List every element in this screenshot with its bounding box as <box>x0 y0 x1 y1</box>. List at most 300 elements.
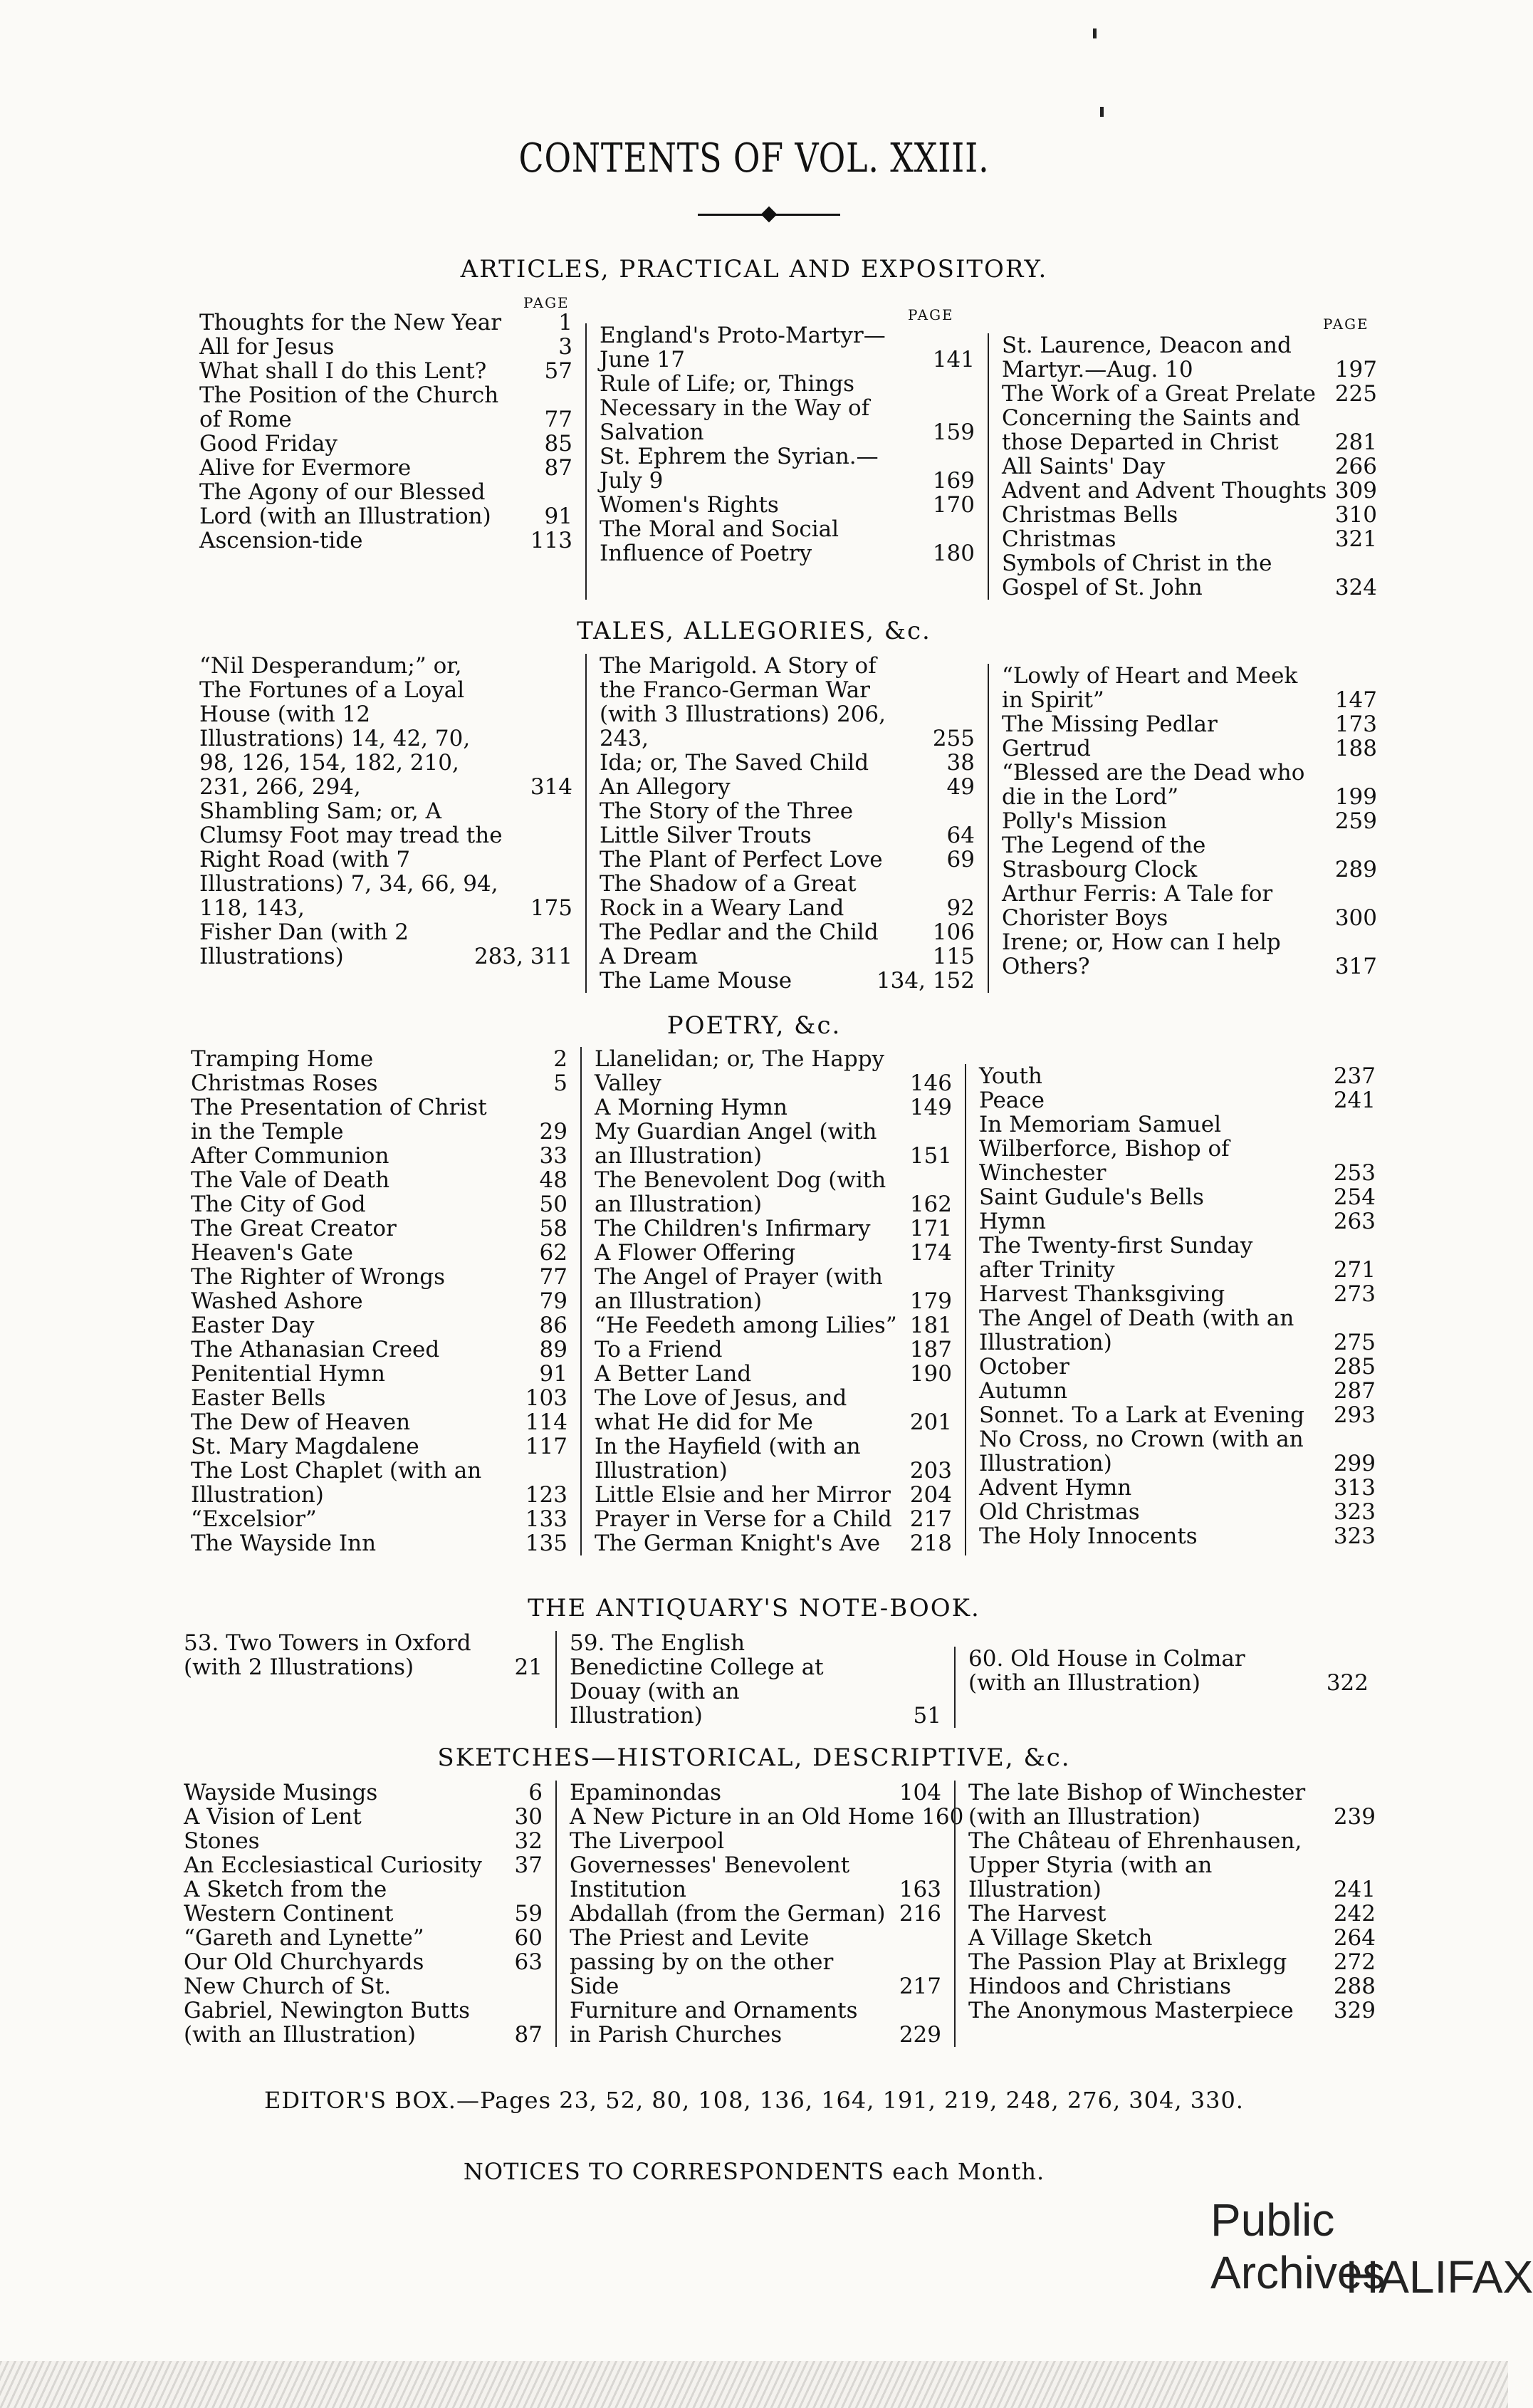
toc-entry-title: Penitential Hymn <box>191 1361 385 1387</box>
toc-entry-title: In Memoriam Samuel Wilberforce, Bishop of Winchester <box>979 1112 1230 1186</box>
page-column-header: PAGE <box>908 306 954 323</box>
toc-entry <box>191 1531 567 1555</box>
toc-entry <box>199 359 572 383</box>
toc-entry-title: The Missing Pedlar <box>1002 712 1218 737</box>
toc-entry-page: 115 <box>932 944 975 969</box>
toc-entry-title: The Plant of Perfect Love <box>600 847 883 872</box>
toc-entry-title: October <box>979 1354 1069 1380</box>
toc-entry-title: A Better Land <box>595 1361 752 1387</box>
toc-entry-title: The Harvest <box>968 1901 1106 1927</box>
toc-entry-page: 33 <box>539 1143 567 1169</box>
scan-edge <box>0 2361 1508 2408</box>
toc-entry-page: 174 <box>909 1240 952 1266</box>
toc-entry <box>600 799 975 848</box>
articles-columns <box>187 311 1390 600</box>
toc-entry <box>595 1362 952 1386</box>
toc-entry-page: 255 <box>932 726 975 751</box>
toc-entry <box>968 1974 1376 1998</box>
toc-entry-title: Hindoos and Christians <box>968 1974 1232 1999</box>
toc-entry-title: A Morning Hymn <box>595 1095 788 1120</box>
toc-entry-page: 263 <box>1333 1209 1376 1234</box>
toc-entry-title: “Gareth and Lynette” <box>184 1925 424 1951</box>
toc-entry-page: 229 <box>899 2022 941 2048</box>
toc-entry <box>191 1168 567 1192</box>
toc-entry-title: A Vision of Lent <box>184 1804 362 1830</box>
toc-entry-page: 242 <box>1333 1901 1376 1927</box>
toc-entry-title: An Allegory <box>600 774 731 800</box>
toc-entry-title: Gertrud <box>1002 736 1092 761</box>
sketches-col-1 <box>171 1781 555 2047</box>
toc-entry <box>184 1853 543 1877</box>
tales-col-2 <box>585 654 988 993</box>
toc-entry-title: Little Elsie and her Mirror <box>595 1482 891 1508</box>
poetry-columns <box>178 1047 1388 1555</box>
toc-entry-page: 69 <box>946 847 975 872</box>
toc-entry-page: 259 <box>1334 808 1377 834</box>
toc-entry-title: In the Hayfield (with an Illustration) <box>595 1434 861 1484</box>
toc-entry <box>1002 833 1377 882</box>
toc-entry-title: Llanelidan; or, The Happy Valley <box>595 1046 885 1096</box>
toc-entry-page: 321 <box>1334 526 1377 552</box>
toc-entry <box>1002 930 1377 979</box>
toc-entry-page: 141 <box>932 347 975 372</box>
toc-entry-title: “Lowly of Heart and Meek in Spirit” <box>1002 663 1298 713</box>
toc-entry <box>979 1355 1376 1379</box>
toc-entry-page: 314 <box>530 774 572 800</box>
editors-box: EDITOR'S BOX.—Pages 23, 52, 80, 108, 136, 164, 191, 219, 248, 276, 304, 330. <box>264 2087 1244 2114</box>
toc-entry <box>979 1500 1376 1524</box>
toc-entry <box>1002 551 1377 600</box>
toc-entry <box>184 1805 543 1829</box>
toc-entry-title: A New Picture in an Old Home <box>570 1804 915 1830</box>
toc-entry-page: 181 <box>909 1313 952 1338</box>
toc-entry <box>600 751 975 775</box>
toc-entry <box>191 1362 567 1386</box>
toc-entry-page: 1 <box>558 310 572 335</box>
toc-entry-page: 175 <box>530 895 572 921</box>
toc-entry-title: Furniture and Ornaments in Parish Churches <box>570 1998 858 2048</box>
toc-entry <box>199 654 572 799</box>
toc-entry-title: The Legend of the Strasbourg Clock <box>1002 833 1206 882</box>
toc-entry-title: 59. The English Benedictine College at Douay (with an Illustration) <box>570 1630 824 1729</box>
toc-entry-page: 60 <box>514 1925 543 1951</box>
toc-entry-title: Prayer in Verse for a Child <box>595 1506 892 1532</box>
toc-entry-page: 197 <box>1334 357 1377 382</box>
toc-entry <box>600 517 975 565</box>
toc-entry <box>968 1781 1376 1829</box>
toc-entry <box>1002 664 1377 712</box>
toc-entry-title: The Moral and Social Influence of Poetry <box>600 516 839 566</box>
toc-entry-page: 300 <box>1334 905 1377 931</box>
toc-entry-page: 241 <box>1333 1877 1376 1902</box>
toc-entry <box>1002 503 1377 527</box>
toc-entry <box>199 920 572 969</box>
toc-entry-page: 30 <box>514 1804 543 1830</box>
toc-entry-page: 113 <box>530 528 572 553</box>
toc-entry-page: 64 <box>946 823 975 848</box>
toc-entry-page: 77 <box>544 407 572 432</box>
toc-entry-title: Sonnet. To a Lark at Evening <box>979 1402 1304 1428</box>
toc-entry-title: The Priest and Levite passing by on the other Side <box>570 1925 834 1999</box>
toc-entry <box>595 1216 952 1241</box>
toc-entry-page: 103 <box>525 1385 567 1411</box>
toc-entry-page: 21 <box>514 1654 543 1680</box>
toc-entry-page: 204 <box>909 1482 952 1508</box>
toc-entry <box>184 1631 543 1679</box>
toc-entry-title: The Agony of our Blessed Lord (with an Illustration) <box>199 479 491 529</box>
toc-entry <box>1002 809 1377 833</box>
toc-entry-page: 86 <box>539 1313 567 1338</box>
toc-entry-title: The Lost Chaplet (with an Illustration) <box>191 1458 482 1508</box>
toc-entry <box>191 1144 567 1168</box>
toc-entry <box>191 1410 567 1434</box>
toc-entry-page: 50 <box>539 1192 567 1217</box>
tales-heading: TALES, ALLEGORIES, &c. <box>577 617 931 645</box>
toc-entry-title: Thoughts for the New Year <box>199 310 502 335</box>
articles-heading: ARTICLES, PRACTICAL AND EXPOSITORY. <box>460 255 1048 283</box>
toc-entry <box>184 1926 543 1950</box>
toc-entry-page: 3 <box>558 334 572 360</box>
toc-entry-page: 275 <box>1333 1330 1376 1355</box>
toc-entry-title: The late Bishop of Winchester (with an Illustration) <box>968 1780 1306 1830</box>
toc-entry-title: The Passion Play at Brixlegg <box>968 1949 1287 1975</box>
toc-entry <box>595 1434 952 1483</box>
articles-col-3 <box>988 333 1390 600</box>
toc-entry <box>595 1386 952 1434</box>
toc-entry-page: 273 <box>1333 1281 1376 1307</box>
toc-entry-title: A Flower Offering <box>595 1240 796 1266</box>
toc-entry <box>600 493 975 517</box>
toc-entry-title: 53. Two Towers in Oxford (with 2 Illustrations) <box>184 1630 471 1680</box>
toc-entry-page: 49 <box>946 774 975 800</box>
toc-entry-page: 91 <box>544 504 572 529</box>
toc-entry-title: The Liverpool Governesses' Benevolent Institution <box>570 1828 850 1902</box>
toc-entry-page: 310 <box>1334 502 1377 528</box>
toc-entry-title: Christmas Bells <box>1002 502 1178 528</box>
toc-entry-title: The Lame Mouse <box>600 968 792 994</box>
toc-entry-title: The Wayside Inn <box>191 1531 377 1556</box>
toc-entry <box>968 1998 1376 2023</box>
toc-entry-title: Fisher Dan (with 2 Illustrations) <box>199 919 409 969</box>
toc-entry-page: 6 <box>528 1780 543 1805</box>
toc-entry-page: 217 <box>909 1506 952 1532</box>
toc-entry <box>191 1047 567 1071</box>
toc-entry-title: The Marigold. A Story of the Franco-German War (with 3 Illustrations) 206, 243, <box>600 653 886 751</box>
toc-entry-title: Easter Day <box>191 1313 315 1338</box>
toc-entry <box>1002 527 1377 551</box>
toc-entry <box>570 1926 941 1998</box>
toc-entry <box>595 1507 952 1531</box>
toc-entry-title: The Story of the Three Little Silver Trouts <box>600 798 854 848</box>
poetry-col-1 <box>178 1047 580 1555</box>
toc-entry <box>968 1926 1376 1950</box>
toc-entry-title: The City of God <box>191 1192 366 1217</box>
toc-entry <box>199 799 572 920</box>
toc-entry-title: Old Christmas <box>979 1499 1140 1525</box>
toc-entry-title: Symbols of Christ in the Gospel of St. John <box>1002 551 1272 600</box>
toc-entry-title: The Love of Jesus, and what He did for Me <box>595 1385 847 1435</box>
toc-entry-title: Christmas Roses <box>191 1070 378 1096</box>
toc-entry-page: 169 <box>932 468 975 494</box>
toc-entry-page: 85 <box>544 431 572 457</box>
toc-entry-title: 60. Old House in Colmar (with an Illustration) <box>968 1646 1245 1696</box>
toc-entry-title: Good Friday <box>199 431 338 457</box>
toc-entry <box>600 872 975 920</box>
antiquary-col-1 <box>171 1631 555 1728</box>
toc-entry-title: Alive for Evermore <box>199 455 412 481</box>
toc-entry-page: 29 <box>539 1119 567 1145</box>
toc-entry <box>595 1168 952 1216</box>
sketches-col-3 <box>954 1781 1388 2047</box>
toc-entry-title: The Athanasian Creed <box>191 1337 440 1362</box>
toc-entry-title: Irene; or, How can I help Others? <box>1002 929 1281 979</box>
toc-entry-title: Concerning the Saints and those Departed in Christ <box>1002 405 1301 455</box>
toc-entry <box>595 1531 952 1555</box>
toc-entry-title: The Work of a Great Prelate <box>1002 381 1316 407</box>
toc-entry-title: Ascension-tide <box>199 528 363 553</box>
toc-entry-title: The Presentation of Christ in the Temple <box>191 1095 487 1145</box>
toc-entry <box>979 1379 1376 1403</box>
sketches-col-2 <box>555 1780 964 2048</box>
toc-entry-page: 309 <box>1334 478 1377 504</box>
toc-entry <box>199 456 572 480</box>
antiquary-col-3 <box>954 1647 1381 1728</box>
toc-entry <box>979 1088 1376 1112</box>
toc-entry-page: 91 <box>539 1361 567 1387</box>
tales-col-1 <box>187 654 585 993</box>
toc-entry-title: Epaminondas <box>570 1780 722 1805</box>
toc-entry-title: Abdallah (from the German) <box>570 1901 886 1927</box>
toc-entry-title: The Great Creator <box>191 1216 397 1241</box>
toc-entry-title: The Children's Infirmary <box>595 1216 871 1241</box>
toc-entry <box>191 1071 567 1095</box>
toc-entry-page: 272 <box>1333 1949 1376 1975</box>
toc-entry-page: 159 <box>932 419 975 445</box>
toc-entry-title: The Pedlar and the Child <box>600 919 879 945</box>
toc-entry-page: 146 <box>909 1070 952 1096</box>
toc-entry-page: 323 <box>1333 1523 1376 1549</box>
toc-entry-page: 57 <box>544 358 572 384</box>
archive-stamp-line2: HALIFAX <box>1346 2251 1533 2303</box>
toc-entry-title: Advent and Advent Thoughts <box>1002 478 1327 504</box>
toc-entry-page: 162 <box>909 1192 952 1217</box>
toc-entry <box>570 1631 941 1728</box>
articles-col-1 <box>187 311 585 600</box>
toc-entry-page: 62 <box>539 1240 567 1266</box>
toc-entry-page: 216 <box>899 1901 941 1927</box>
toc-entry <box>979 1524 1376 1548</box>
toc-entry-title: St. Laurence, Deacon and Martyr.—Aug. 10 <box>1002 333 1292 382</box>
toc-entry <box>968 1950 1376 1974</box>
toc-entry-title: Our Old Churchyards <box>184 1949 424 1975</box>
print-speck <box>1093 28 1097 38</box>
toc-entry <box>595 1313 952 1338</box>
toc-entry-title: “Nil Desperandum;” or, The Fortunes of a Loyal House (with 12 Illustrations) 14, 42, 70, 98, 126, 154, 182, 210, 231, 266, 294, <box>199 653 471 800</box>
toc-entry-title: Easter Bells <box>191 1385 326 1411</box>
toc-entry-title: Tramping Home <box>191 1046 374 1072</box>
page-column-header: PAGE <box>523 294 570 311</box>
toc-entry-title: All Saints' Day <box>1002 454 1166 479</box>
toc-entry <box>1002 479 1377 503</box>
toc-entry <box>570 1829 941 1902</box>
toc-entry <box>191 1216 567 1241</box>
articles-col-2 <box>585 323 988 600</box>
toc-entry-page: 59 <box>514 1901 543 1927</box>
toc-entry <box>1002 712 1377 736</box>
toc-entry-page: 322 <box>1326 1670 1369 1696</box>
toc-entry <box>600 654 975 751</box>
toc-entry-page: 199 <box>1334 784 1377 810</box>
toc-entry-page: 299 <box>1333 1451 1376 1476</box>
toc-entry-title: The Holy Innocents <box>979 1523 1198 1549</box>
toc-entry <box>968 1647 1369 1695</box>
toc-entry <box>600 920 975 944</box>
toc-entry-page: 37 <box>514 1852 543 1878</box>
toc-entry-title: Washed Ashore <box>191 1288 363 1314</box>
toc-entry-page: 266 <box>1334 454 1377 479</box>
toc-entry-title: The Château of Ehrenhausen, Upper Styria (with an Illustration) <box>968 1828 1302 1902</box>
toc-entry-page: 123 <box>525 1482 567 1508</box>
toc-entry-page: 173 <box>1334 712 1377 737</box>
toc-entry <box>191 1241 567 1265</box>
toc-entry-page: 293 <box>1333 1402 1376 1428</box>
toc-entry-page: 289 <box>1334 857 1377 882</box>
toc-entry-page: 32 <box>514 1828 543 1854</box>
toc-entry <box>191 1434 567 1459</box>
toc-entry-title: Saint Gudule's Bells <box>979 1184 1204 1210</box>
toc-entry-page: 217 <box>899 1974 941 1999</box>
toc-entry-title: Arthur Ferris: A Tale for Chorister Boys <box>1002 881 1273 931</box>
toc-entry-title: New Church of St. Gabriel, Newington Butts (with an Illustration) <box>184 1974 471 2048</box>
toc-entry-title: The Dew of Heaven <box>191 1409 411 1435</box>
toc-entry <box>979 1306 1376 1355</box>
toc-entry <box>600 323 975 372</box>
sketches-heading: SKETCHES—HISTORICAL, DESCRIPTIVE, &c. <box>437 1744 1071 1772</box>
toc-entry-page: 253 <box>1333 1160 1376 1186</box>
toc-entry <box>1002 333 1377 382</box>
antiquary-col-2 <box>555 1631 954 1728</box>
toc-entry-title: Ida; or, The Saved Child <box>600 750 869 776</box>
toc-entry <box>595 1483 952 1507</box>
toc-entry <box>199 335 572 359</box>
toc-entry <box>600 848 975 872</box>
toc-entry <box>199 311 572 335</box>
toc-entry-page: 285 <box>1333 1354 1376 1380</box>
toc-entry-page: 203 <box>909 1458 952 1484</box>
toc-entry-page: 114 <box>525 1409 567 1435</box>
toc-entry-title: Shambling Sam; or, A Clumsy Foot may tread the Right Road (with 7 Illustrations) 7, 34, 66, 94, 118, 143, <box>199 798 503 921</box>
toc-entry <box>979 1427 1376 1476</box>
toc-entry <box>570 1998 941 2047</box>
toc-entry-title: The Righter of Wrongs <box>191 1264 446 1290</box>
toc-entry-title: Hymn <box>979 1209 1046 1234</box>
toc-entry-page: 179 <box>909 1288 952 1314</box>
toc-entry <box>968 1902 1376 1926</box>
toc-entry-page: 48 <box>539 1167 567 1193</box>
antiquary-columns <box>171 1631 1381 1728</box>
toc-entry-page: 149 <box>909 1095 952 1120</box>
toc-entry-page: 188 <box>1334 736 1377 761</box>
toc-entry-page: 38 <box>946 750 975 776</box>
toc-entry <box>595 1095 952 1120</box>
toc-entry-page: 104 <box>899 1780 941 1805</box>
toc-entry-page: 323 <box>1333 1499 1376 1525</box>
toc-entry <box>600 944 975 969</box>
print-speck <box>1100 107 1104 117</box>
toc-entry-title: The Angel of Death (with an Illustration) <box>979 1305 1294 1355</box>
toc-entry-title: All for Jesus <box>199 334 335 360</box>
toc-entry <box>184 1950 543 1974</box>
toc-entry <box>595 1338 952 1362</box>
toc-entry-page: 271 <box>1333 1257 1376 1283</box>
toc-entry-title: Polly's Mission <box>1002 808 1167 834</box>
archive-stamp-line1: Public Archives <box>1210 2194 1386 2298</box>
toc-entry-page: 147 <box>1334 687 1377 713</box>
toc-entry-page: 5 <box>553 1070 567 1096</box>
toc-entry <box>191 1338 567 1362</box>
toc-entry-page: 77 <box>539 1264 567 1290</box>
toc-entry <box>184 1974 543 2047</box>
toc-entry-page: 288 <box>1333 1974 1376 1999</box>
page-title: CONTENTS OF VOL. XXIII. <box>518 135 990 182</box>
toc-entry-title: The Position of the Church of Rome <box>199 382 499 432</box>
toc-entry <box>979 1234 1376 1282</box>
notices: NOTICES TO CORRESPONDENTS each Month. <box>463 2158 1045 2185</box>
toc-entry-page: 133 <box>525 1506 567 1532</box>
toc-entry <box>979 1403 1376 1427</box>
toc-entry <box>199 480 572 528</box>
toc-entry-page: 87 <box>544 455 572 481</box>
tales-columns <box>187 654 1390 993</box>
toc-entry-page: 187 <box>909 1337 952 1362</box>
toc-entry-title: Harvest Thanksgiving <box>979 1281 1225 1307</box>
toc-entry-title: A Sketch from the Western Continent <box>184 1877 394 1927</box>
toc-entry-title: Christmas <box>1002 526 1116 552</box>
toc-entry <box>199 528 572 553</box>
toc-entry <box>979 1282 1376 1306</box>
toc-entry-page: 92 <box>946 895 975 921</box>
toc-entry-page: 225 <box>1334 381 1377 407</box>
toc-entry-title: The Benevolent Dog (with an Illustration) <box>595 1167 886 1217</box>
toc-entry <box>191 1192 567 1216</box>
toc-entry-title: The German Knight's Ave <box>595 1531 881 1556</box>
toc-entry-page: 324 <box>1334 575 1377 600</box>
toc-entry <box>1002 882 1377 930</box>
toc-entry-page: 180 <box>932 541 975 566</box>
toc-entry-page: 58 <box>539 1216 567 1241</box>
toc-entry-title: The Vale of Death <box>191 1167 390 1193</box>
toc-entry-title: A Village Sketch <box>968 1925 1153 1951</box>
toc-entry <box>191 1507 567 1531</box>
toc-entry <box>968 1829 1376 1902</box>
toc-entry-title: The Shadow of a Great Rock in a Weary Land <box>600 871 857 921</box>
toc-entry-title: Stones <box>184 1828 260 1854</box>
toc-entry-title: A Dream <box>600 944 699 969</box>
toc-entry-page: 329 <box>1333 1998 1376 2023</box>
toc-entry-page: 254 <box>1333 1184 1376 1210</box>
toc-entry <box>979 1209 1376 1234</box>
toc-entry <box>191 1265 567 1289</box>
toc-entry-title: Heaven's Gate <box>191 1240 354 1266</box>
toc-entry <box>595 1120 952 1168</box>
toc-entry <box>1002 406 1377 454</box>
ornamental-rule <box>698 214 840 216</box>
toc-entry-title: What shall I do this Lent? <box>199 358 487 384</box>
toc-entry-page: 51 <box>913 1703 941 1729</box>
antiquary-heading: THE ANTIQUARY'S NOTE-BOOK. <box>528 1594 980 1622</box>
toc-entry-title: “He Feedeth among Lilies” <box>595 1313 897 1338</box>
toc-entry-title: The Anonymous Masterpiece <box>968 1998 1294 2023</box>
